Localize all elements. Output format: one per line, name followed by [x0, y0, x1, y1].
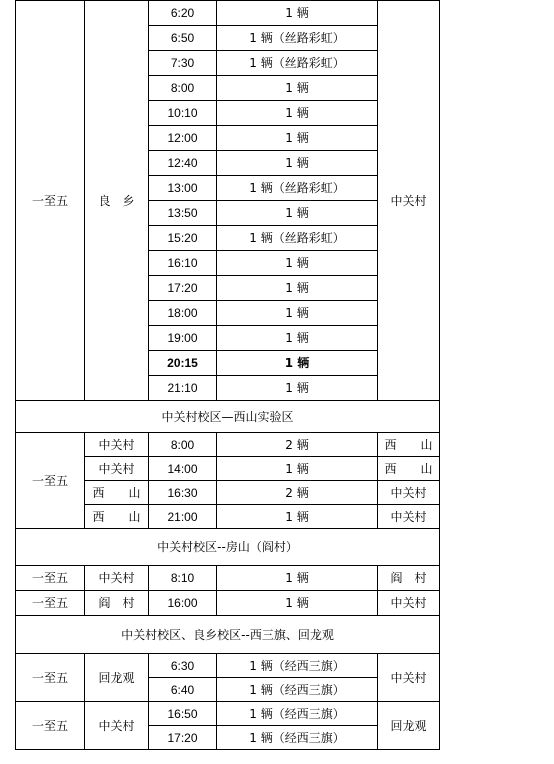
origin-cell: 中关村 — [85, 433, 149, 457]
buses-cell: 1 辆（丝路彩虹） — [217, 51, 378, 76]
section-title: 中关村校区—西山实验区 — [16, 401, 440, 433]
origin-cell: 西 山 — [85, 481, 149, 505]
buses-cell: 1 辆 — [217, 251, 378, 276]
buses-cell: 1 辆 — [217, 76, 378, 101]
time-cell: 8:10 — [149, 566, 217, 591]
buses-cell: 1 辆 — [217, 591, 378, 616]
buses-cell: 1 辆 — [217, 276, 378, 301]
dest-cell: 中关村 — [378, 481, 440, 505]
section-title: 中关村校区--房山（阎村） — [16, 529, 440, 566]
buses-cell: 1 辆 — [217, 151, 378, 176]
buses-cell: 1 辆（丝路彩虹） — [217, 226, 378, 251]
buses-cell: 2 辆 — [217, 433, 378, 457]
table-row — [16, 702, 440, 726]
dest-cell: 中关村 — [378, 591, 440, 616]
time-cell: 17:20 — [149, 726, 217, 750]
days-cell: 一至五 — [16, 566, 85, 591]
time-cell: 19:00 — [149, 326, 217, 351]
buses-cell: 1 辆 — [217, 457, 378, 481]
days-cell: 一至五 — [16, 1, 85, 401]
origin-cell: 西 山 — [85, 505, 149, 529]
table-row — [16, 591, 440, 616]
time-cell: 6:40 — [149, 678, 217, 702]
buses-cell: 1 辆 — [217, 1, 378, 26]
time-cell: 8:00 — [149, 433, 217, 457]
origin-cell: 中关村 — [85, 457, 149, 481]
time-cell: 18:00 — [149, 301, 217, 326]
time-cell: 6:30 — [149, 654, 217, 678]
dest-cell: 中关村 — [378, 505, 440, 529]
table-row — [16, 1, 440, 26]
time-cell: 6:20 — [149, 1, 217, 26]
buses-cell: 1 辆 — [217, 351, 378, 376]
time-cell: 12:00 — [149, 126, 217, 151]
time-cell: 7:30 — [149, 51, 217, 76]
time-cell: 20:15 — [149, 351, 217, 376]
dest-cell: 西 山 — [378, 457, 440, 481]
dest-cell: 西 山 — [378, 433, 440, 457]
time-cell: 13:00 — [149, 176, 217, 201]
buses-cell: 1 辆 — [217, 301, 378, 326]
bus-schedule-table — [15, 0, 440, 750]
days-cell: 一至五 — [16, 702, 85, 750]
time-cell: 21:00 — [149, 505, 217, 529]
origin-cell: 中关村 — [85, 702, 149, 750]
section-header-row — [16, 616, 440, 654]
buses-cell: 1 辆（经西三旗） — [217, 702, 378, 726]
time-cell: 16:30 — [149, 481, 217, 505]
time-cell: 16:10 — [149, 251, 217, 276]
time-cell: 16:50 — [149, 702, 217, 726]
days-cell: 一至五 — [16, 433, 85, 529]
buses-cell: 2 辆 — [217, 481, 378, 505]
buses-cell: 1 辆（经西三旗） — [217, 654, 378, 678]
buses-cell: 1 辆 — [217, 326, 378, 351]
days-cell: 一至五 — [16, 654, 85, 702]
dest-cell: 回龙观 — [378, 702, 440, 750]
buses-cell: 1 辆（丝路彩虹） — [217, 26, 378, 51]
buses-cell: 1 辆 — [217, 126, 378, 151]
dest-cell: 阎 村 — [378, 566, 440, 591]
buses-cell: 1 辆（经西三旗） — [217, 726, 378, 750]
time-cell: 17:20 — [149, 276, 217, 301]
buses-cell: 1 辆 — [217, 376, 378, 401]
table-row — [16, 566, 440, 591]
table-row — [16, 654, 440, 678]
time-cell: 10:10 — [149, 101, 217, 126]
buses-cell: 1 辆 — [217, 566, 378, 591]
time-cell: 15:20 — [149, 226, 217, 251]
days-cell: 一至五 — [16, 591, 85, 616]
time-cell: 21:10 — [149, 376, 217, 401]
time-cell: 16:00 — [149, 591, 217, 616]
buses-cell: 1 辆（丝路彩虹） — [217, 176, 378, 201]
dest-cell: 中关村 — [378, 1, 440, 401]
time-cell: 8:00 — [149, 76, 217, 101]
origin-cell: 良 乡 — [85, 1, 149, 401]
buses-cell: 1 辆 — [217, 505, 378, 529]
section-header-row — [16, 401, 440, 433]
origin-cell: 中关村 — [85, 566, 149, 591]
time-cell: 12:40 — [149, 151, 217, 176]
origin-cell: 阎 村 — [85, 591, 149, 616]
dest-cell: 中关村 — [378, 654, 440, 702]
time-cell: 14:00 — [149, 457, 217, 481]
time-cell: 13:50 — [149, 201, 217, 226]
buses-cell: 1 辆 — [217, 201, 378, 226]
buses-cell: 1 辆 — [217, 101, 378, 126]
time-cell: 6:50 — [149, 26, 217, 51]
buses-cell: 1 辆（经西三旗） — [217, 678, 378, 702]
origin-cell: 回龙观 — [85, 654, 149, 702]
section-title: 中关村校区、良乡校区--西三旗、回龙观 — [16, 616, 440, 654]
table-row — [16, 433, 440, 457]
section-header-row — [16, 529, 440, 566]
